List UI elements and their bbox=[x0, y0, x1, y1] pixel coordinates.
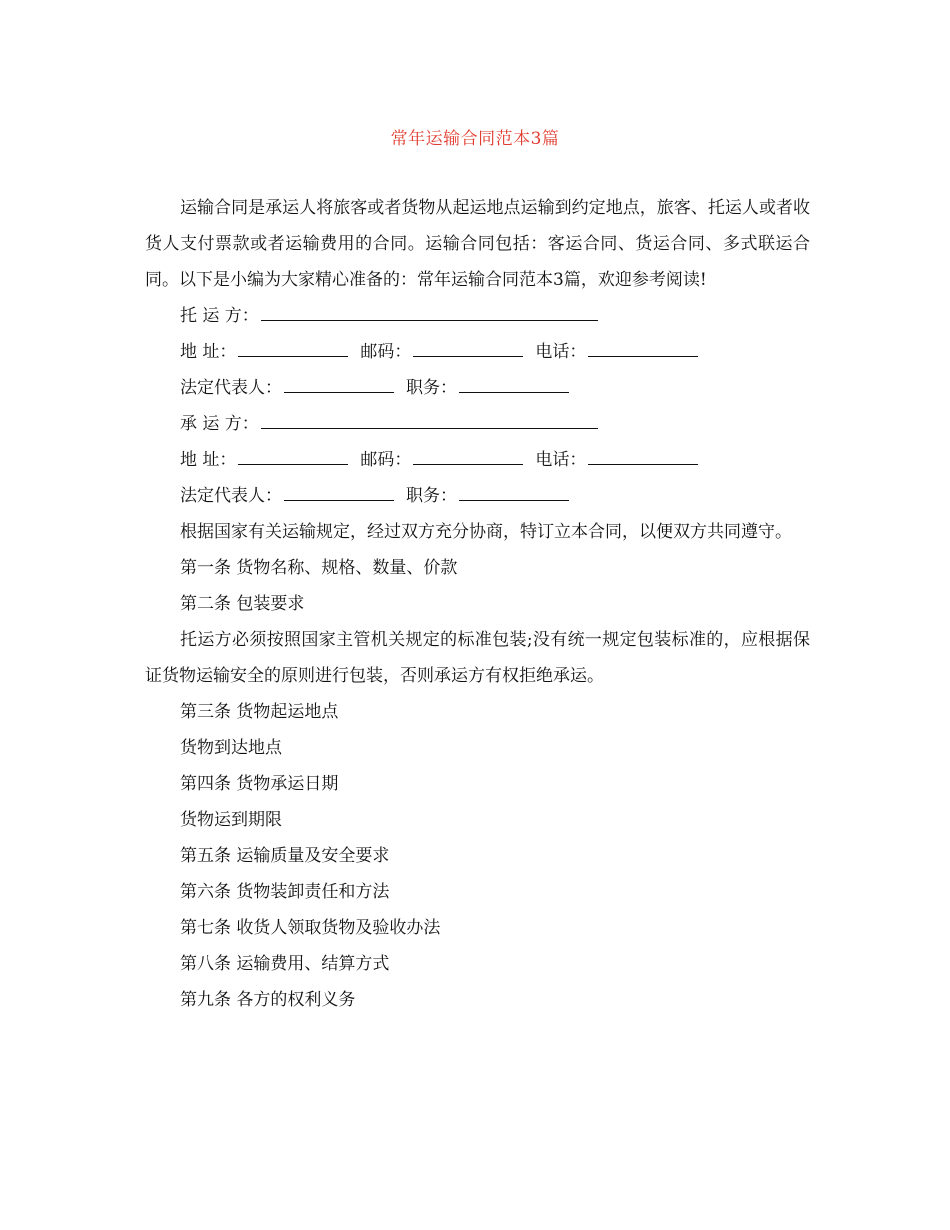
carrier-label: 承 运 方： bbox=[180, 414, 259, 434]
agreement-paragraph: 根据国家有关运输规定，经过双方充分协商，特订立本合同，以便双方共同遵守。 bbox=[180, 522, 792, 542]
article-9: 第九条 各方的权利义务 bbox=[180, 990, 356, 1010]
shipper-label: 托 运 方： bbox=[180, 306, 259, 326]
postcode-blank bbox=[413, 446, 523, 465]
document-title: 常年运输合同范本3篇 bbox=[390, 129, 560, 149]
legal-rep-blank bbox=[284, 374, 394, 393]
article-6: 第六条 货物装卸责任和方法 bbox=[180, 882, 390, 902]
legal-rep-label: 法定代表人： bbox=[180, 486, 282, 506]
packaging-paragraph: 托运方必须按照国家主管机关规定的标准包装;没有统一规定包装标准的，应根据保证货物运输安全的原则进行包装，否则承运方有权拒绝承运。 bbox=[145, 630, 810, 686]
postcode-label: 邮码： bbox=[360, 450, 412, 470]
address-label: 地 址： bbox=[180, 342, 237, 362]
article-7: 第七条 收货人领取货物及验收办法 bbox=[180, 918, 441, 938]
article-8: 第八条 运输费用、结算方式 bbox=[180, 954, 390, 974]
carrier-blank bbox=[261, 410, 598, 429]
carrier-address-line bbox=[145, 442, 810, 478]
document-body bbox=[145, 190, 810, 1018]
article-3: 第三条 货物起运地点 bbox=[180, 702, 339, 722]
article-4: 第四条 货物承运日期 bbox=[180, 774, 339, 794]
article-2: 第二条 包装要求 bbox=[180, 594, 305, 614]
deadline-line: 货物运到期限 bbox=[180, 810, 282, 830]
shipper-rep-line bbox=[145, 370, 810, 406]
shipper-address-line bbox=[145, 334, 810, 370]
address-label: 地 址： bbox=[180, 450, 237, 470]
phone-blank bbox=[588, 446, 698, 465]
address-blank bbox=[238, 338, 348, 357]
position-label: 职务： bbox=[406, 486, 457, 506]
legal-rep-label: 法定代表人： bbox=[180, 378, 282, 398]
intro-paragraph: 运输合同是承运人将旅客或者货物从起运地点运输到约定地点，旅客、托运人或者收货人支付票款或者运输费用的合同。运输合同包括：客运合同、货运合同、多式联运合同。以下是小编为大家精心准备的：常年运输合同范本3篇，欢迎参考阅读! bbox=[145, 198, 810, 290]
shipper-blank bbox=[261, 302, 598, 321]
phone-label: 电话： bbox=[535, 450, 587, 470]
carrier-rep-line bbox=[145, 478, 810, 514]
position-blank bbox=[459, 374, 569, 393]
shipper-line bbox=[145, 298, 810, 334]
carrier-line bbox=[145, 406, 810, 442]
postcode-blank bbox=[413, 338, 523, 357]
article-1: 第一条 货物名称、规格、数量、价款 bbox=[180, 558, 458, 578]
phone-blank bbox=[588, 338, 698, 357]
destination-line: 货物到达地点 bbox=[180, 738, 282, 758]
phone-label: 电话： bbox=[535, 342, 587, 362]
postcode-label: 邮码： bbox=[360, 342, 412, 362]
address-blank bbox=[238, 446, 348, 465]
position-blank bbox=[459, 482, 569, 501]
legal-rep-blank bbox=[284, 482, 394, 501]
article-5: 第五条 运输质量及安全要求 bbox=[180, 846, 390, 866]
position-label: 职务： bbox=[406, 378, 457, 398]
